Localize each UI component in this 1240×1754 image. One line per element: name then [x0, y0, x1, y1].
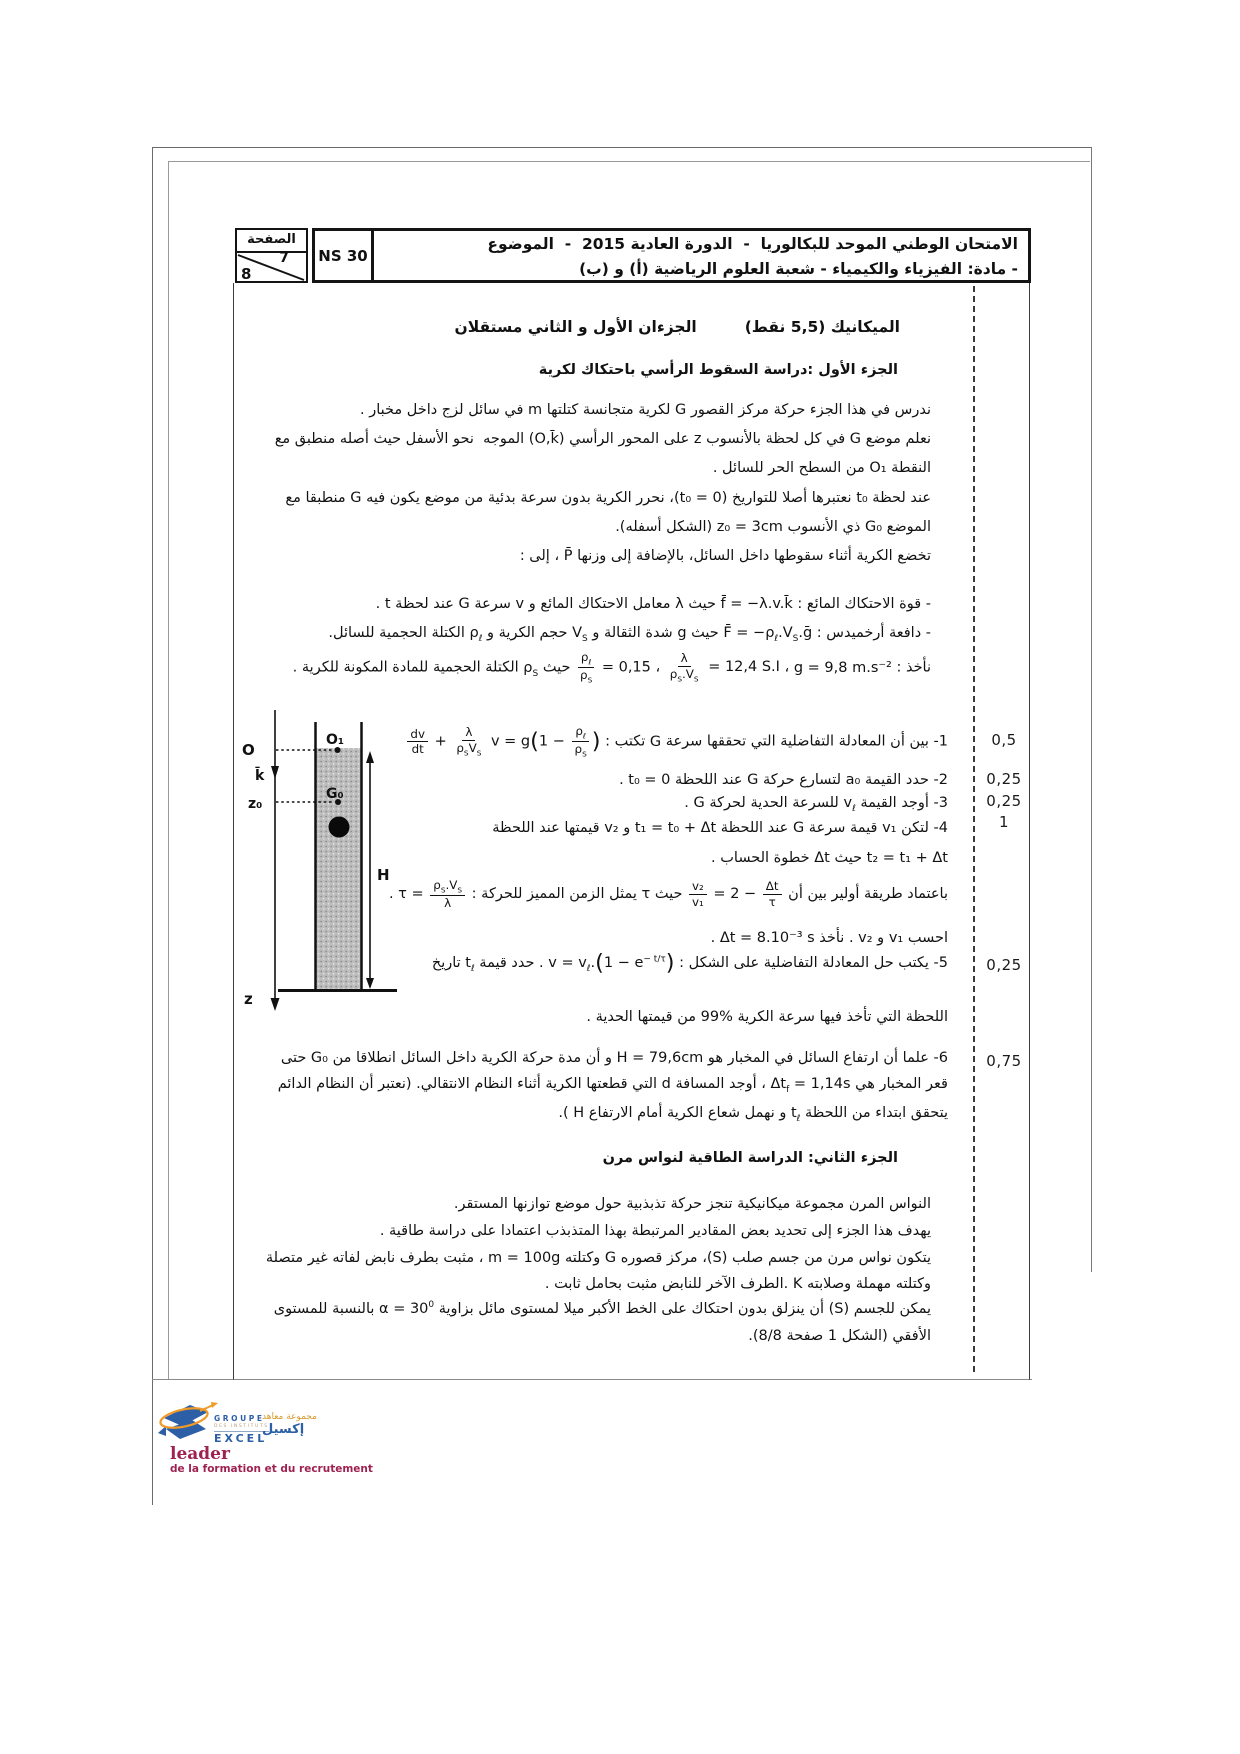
grade-mark-q1: 0,5 — [991, 731, 1017, 749]
part1-intro-line: تخضع الكرية أثناء سقوطها داخل السائل، بالإضافة إلى وزنها P̄ ، إلى : — [519, 548, 931, 564]
part2-line: النواس المرن مجموعة ميكانيكية تنجز حركة تذبذبية حول موضع توازنها المستقر. — [453, 1196, 931, 1212]
question-3: 3- أوجد القيمة $v_\ell$ للسرعة الحدية لحركة G . — [684, 795, 948, 814]
figure-svg — [230, 700, 405, 1020]
grade-mark-q6: 0,75 — [986, 1052, 1022, 1070]
question-6-line: يتحقق ابتداء من اللحظة $t_\ell$ و نهمل شعاع الكرية أمام الارتفاع H ). — [558, 1105, 948, 1124]
label-g0: G₀ — [326, 786, 344, 802]
question-6-line: قعر المخبار هي $\Delta t_f = 1,14s$ ، أوجد المسافة d التي قطعتها الكرية أثناء النظام الانتقالي. (نعتبر أن النظام الدائم — [277, 1076, 948, 1095]
page-fraction — [237, 250, 306, 283]
scan-border-left-line-2 — [168, 161, 169, 1380]
part1-heading: الجزء الأول :دراسة السقوط الرأسي باحتكاك لكرية — [538, 362, 898, 378]
part2-line: الأفقي (الشكل 1 صفحة 8/8). — [748, 1328, 931, 1344]
height-arrow-bottom — [366, 978, 374, 989]
question-2: 2- حدد القيمة a₀ لتسارع حركة G عند اللحظة t₀ = 0 . — [619, 772, 948, 788]
logo-arabic-line1: مجموعة معاهد — [262, 1412, 317, 1422]
logo-institutes-text: DES INSTITUTS — [214, 1423, 269, 1429]
k-vector-arrowhead — [271, 766, 279, 779]
part2-heading: الجزء الثاني: الدراسة الطاقية لنواس مرن — [602, 1150, 898, 1166]
grade-mark-q5: 0,25 — [986, 956, 1022, 974]
exam-title-line2: - مادة: الفيزياء والكيمياء - شعبة العلوم الرياضية (أ) و (ب) — [579, 260, 1018, 278]
grade-mark-q3: 0,25 — [986, 792, 1022, 810]
page-number-box — [235, 228, 308, 283]
part2-line: يتكون نواس مرن من جسم صلب (S)، مركز قصوره G وكتلته m = 100g ، مثبت بطرف نابض لفاته غير متصلة — [265, 1250, 931, 1266]
grade-mark-q2: 0,25 — [986, 770, 1022, 788]
part1-intro-line: الموضع G₀ ذي الأنسوب z₀ = 3cm (الشكل أسفله). — [615, 519, 931, 535]
force-archimedes-line: - دافعة أرخميدس : F̄ = $-\rho_\ell.V_S.ḡ$ حيث g شدة الثقالة و $V_S$ حجم الكرية و $\rho_\ell$ الكتلة الحجمية للسائل. — [328, 625, 931, 644]
exam-title — [374, 231, 1028, 280]
question-4-line: احسب v₁ و v₂ . نأخذ Δt = 8.10⁻³ s . — [710, 930, 948, 946]
falling-ball — [329, 817, 350, 838]
scan-border-top-line-2 — [168, 161, 1090, 162]
question-4-euler-line: باعتماد طريقة أولير بين أن $\frac{\text{v₂}}{\text{v₁}}$ = 2 − $\frac{\Delta t}{\tau}$ حيث τ يمثل الزمن المميز للحركة : τ = $\frac{\rho_S.V_S}{\lambda}$ . — [388, 878, 948, 911]
part1-intro-line: ندرس في هذا الجزء حركة مركز القصور G لكرية متجانسة كتلتها m في سائل لزج داخل مخبار . — [360, 402, 931, 418]
question-6-line: 6- علما أن ارتفاع السائل في المخبار هو H = 79,6cm و أن مدة حركة الكرية داخل السائل انطلاقا من G₀ حتى — [280, 1050, 948, 1066]
page-current: 7 — [279, 250, 289, 266]
grading-column-dashed-line — [973, 286, 975, 1372]
exam-title-line1: الامتحان الوطني الموحد للبكالوريا - الدورة العادية 2015 - الموضوع — [487, 235, 1018, 253]
scan-border-left-line — [152, 147, 153, 1505]
logo-excel-text: EXCEL — [214, 1432, 268, 1445]
part1-intro-line: نعلم موضع G في كل لحظة بالأنسوب z على المحور الرأسي (O,k̄) الموجه نحو الأسفل حيث أصله منطبق مع — [274, 431, 931, 447]
label-origin-o: O — [242, 741, 255, 759]
logo-tagline-text: de la formation et du recrutement — [170, 1463, 373, 1475]
label-unit-vector-k: k̄ — [255, 768, 265, 784]
question-4-line: t₂ = t₁ + Δt حيث Δt خطوة الحساب . — [711, 850, 948, 866]
question-5-line: 5- يكتب حل المعادلة التفاضلية على الشكل : $v = v_\ell.(1 - e^{- t/\tau})$ . حدد قيمة $t_\ell$ تاريخ — [431, 950, 948, 976]
page-total: 8 — [241, 265, 252, 283]
force-friction-line: - قوة الاحتكاك المائع : f̄ = −λ.v.k̄ حيث λ معامل الاحتكاك المائع و v سرعة G عند لحظة t . — [375, 596, 931, 612]
question-5-line: اللحظة التي تأخذ فيها سرعة الكرية 99% من قيمتها الحدية . — [586, 1009, 948, 1025]
figure-vertical-fall-diagram — [230, 700, 405, 1020]
height-arrow-top — [366, 751, 374, 763]
liquid-fill — [316, 748, 361, 990]
part2-line: يمكن للجسم (S) أن ينزلق بدون احتكاك على الخط الأكبر ميلا لمستوى مائل بزاوية $\alpha = 30^0$ بالنسبة للمستوى — [273, 1300, 931, 1317]
question-4-line: 4- لتكن v₁ قيمة سرعة G عند اللحظة t₁ = t₀ + Δt و v₂ قيمتها عند اللحظة — [492, 820, 948, 836]
exam-code: NS 30 — [315, 231, 374, 280]
part2-line: يهدف هذا الجزء إلى تحديد بعض المقادير المرتبطة بهذا المتذبذب اعتمادا على دراسة طاقية . — [379, 1223, 931, 1239]
given-values-line: نأخذ : g = 9,8 m.s⁻² ، $\frac{\lambda}{\rho_S.V_S}$ = 12,4 S.I ، $\rho_\ell$ $\rho_S$ = 0,15 حيث $\rho_S$ الكتلة الحجمية للمادة المكونة للكرية . — [292, 650, 931, 685]
section-heading-row — [455, 318, 900, 336]
exam-header-box — [312, 228, 1031, 283]
logo-leader-text: leader — [170, 1444, 230, 1464]
page-box-label: الصفحة — [237, 230, 306, 253]
grade-mark-q4: 1 — [998, 813, 1010, 831]
scan-border-top-line — [152, 147, 1092, 148]
label-height-h: H — [377, 866, 390, 884]
logo-groupe-text: GROUPE — [214, 1414, 265, 1423]
section-subtitle: الجزءان الأول و الثاني مستقلان — [454, 318, 697, 336]
part1-intro-line: عند لحظة t₀ نعتبرها أصلا للتواريخ (t₀ = 0)، نحرر الكرية بدون سرعة بدئية من موضع يكون فيه G منطبقا مع — [285, 490, 931, 506]
label-z-axis: z — [244, 990, 253, 1008]
section-title: الميكانيك (5,5 نقط) — [744, 318, 900, 336]
scan-border-right-line — [1091, 147, 1092, 1272]
part2-line: وكتلته مهملة وصلابته K .الطرف الآخر للنابض مثبت بحامل ثابت . — [544, 1276, 931, 1292]
logo-arabic-line2: إكسيل — [262, 1421, 305, 1437]
institute-logo — [156, 1400, 406, 1490]
logo-graphic — [156, 1402, 218, 1450]
logo-latin-text — [214, 1415, 269, 1444]
label-o1: O₁ — [326, 732, 345, 748]
z-axis-arrowhead — [271, 998, 280, 1011]
logo-arabic-text — [262, 1413, 317, 1437]
question-1: 1- بين أن المعادلة التفاضلية التي تحققها سرعة G تكتب : $\frac{dv}{dt}$ + λ $\rho_SV_S$ v = g(1 − $\rho_\ell$ $\rho_S$ ) — [405, 724, 948, 759]
part1-intro-line: النقطة O₁ من السطح الحر للسائل . — [712, 460, 931, 476]
label-z0: z₀ — [248, 796, 263, 812]
